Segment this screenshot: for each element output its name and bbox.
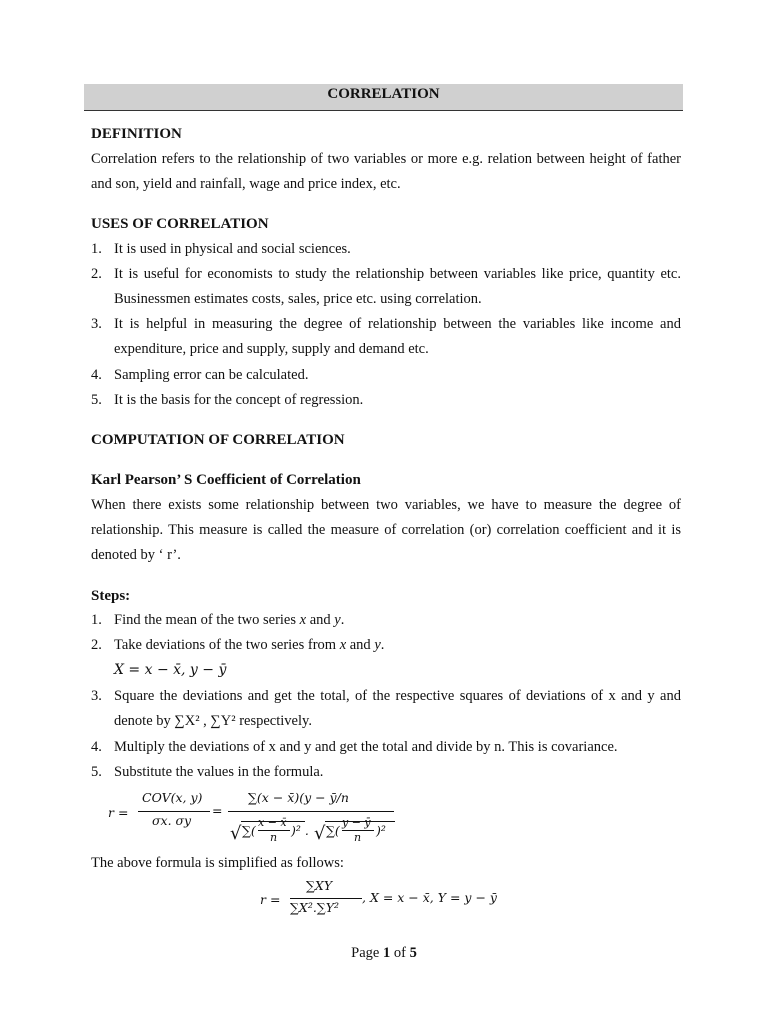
formula-numerator: ∑XY (306, 878, 333, 893)
formula-sigma: σx. σy (152, 813, 192, 828)
list-item (91, 608, 681, 633)
formula-numerator: ∑(x − x̄)(y − ȳ/n (248, 790, 349, 805)
list-text: Substitute the values in the formula. (114, 764, 324, 780)
page-footer: Page 1 of 5 (351, 945, 417, 961)
list-text: Find the mean of the two series x and y. (114, 612, 345, 628)
list-number: 5. (91, 764, 102, 780)
list-text: Sampling error can be calculated. (114, 367, 309, 383)
definition-heading: DEFINITION (91, 126, 182, 142)
list-text: It is used in physical and social sciences. (114, 241, 351, 257)
list-number: 3. (91, 688, 102, 704)
list-item (91, 633, 681, 658)
list-item (91, 237, 681, 262)
deviation-formula: X = x − x̄, y − ȳ (114, 662, 227, 678)
formula-eq: = (212, 803, 223, 818)
uses-heading: USES OF CORRELATION (91, 216, 269, 232)
sqrt-icon: √ (314, 823, 326, 844)
computation-heading: COMPUTATION OF CORRELATION (91, 432, 345, 448)
page-title: CORRELATION (84, 84, 683, 111)
sqrt-icon: √ (230, 823, 242, 844)
fraction-bar (138, 811, 210, 812)
list-text: It is the basis for the concept of regression. (114, 392, 364, 408)
list-number: 1. (91, 241, 102, 257)
formula-lhs: r = (260, 892, 281, 907)
list-item (91, 735, 681, 760)
list-number: 3. (91, 316, 102, 332)
definition-text: Correlation refers to the relationship of two variables or more e.g. relation between height of father and son, yield and rainfall, wage and price index, etc. (91, 151, 681, 192)
formula-definitions: , X = x − x̄, Y = y − ȳ (362, 890, 497, 905)
list-text: Take deviations of the two series from x and y. (114, 637, 385, 653)
list-text: It is helpful in measuring the degree of relationship between the variables like income and expenditure, price and supply, supply and demand etc. (114, 316, 681, 357)
fraction-bar (290, 898, 362, 899)
current-page: 1 (382, 945, 391, 961)
list-item (91, 262, 681, 312)
list-number: 5. (91, 392, 102, 408)
list-item (91, 363, 681, 388)
pearson-subheading: Karl Pearson’ S Coefficient of Correlation (91, 472, 361, 488)
pearson-intro: When there exists some relationship between two variables, we have to measure the degree of relationship. This measure is called the measure of correlation (or) correlation coefficient and it is denoted by ‘ r’. (91, 497, 681, 563)
pearson-formula: r = COV(x, y) σx. σy = ∑(x − x̄)(y − ȳ/n √ ∑( x − x̄ n )² . √ ∑( y − ȳ n )² (108, 785, 408, 855)
list-text: Multiply the deviations of x and y and get the total and divide by n. This is covariance. (114, 739, 618, 755)
list-text: It is useful for economists to study the relationship between variables like price, quantity etc. Businessmen estimates costs, sales, price etc. using correlation. (114, 266, 681, 307)
list-number: 4. (91, 367, 102, 383)
list-number: 4. (91, 739, 102, 755)
simplified-formula (258, 874, 528, 924)
simplified-text: The above formula is simplified as follows: (91, 855, 344, 871)
list-number: 2. (91, 266, 102, 282)
steps-heading: Steps: (91, 588, 131, 604)
list-item (91, 312, 681, 362)
list-item (91, 760, 681, 785)
list-text: Square the deviations and get the total, of the respective squares of deviations of x and y and denote by ∑X² , ∑Y² respectively. (114, 688, 681, 729)
total-pages: 5 (409, 945, 417, 961)
list-item (91, 388, 681, 413)
formula-lhs: r = (108, 805, 129, 820)
formula-cov: COV(x, y) (142, 790, 203, 805)
list-item (91, 684, 681, 734)
fraction-bar (228, 811, 394, 812)
formula-denominator: ∑X².∑Y² (290, 900, 339, 915)
list-number: 2. (91, 637, 102, 653)
list-number: 1. (91, 612, 102, 628)
